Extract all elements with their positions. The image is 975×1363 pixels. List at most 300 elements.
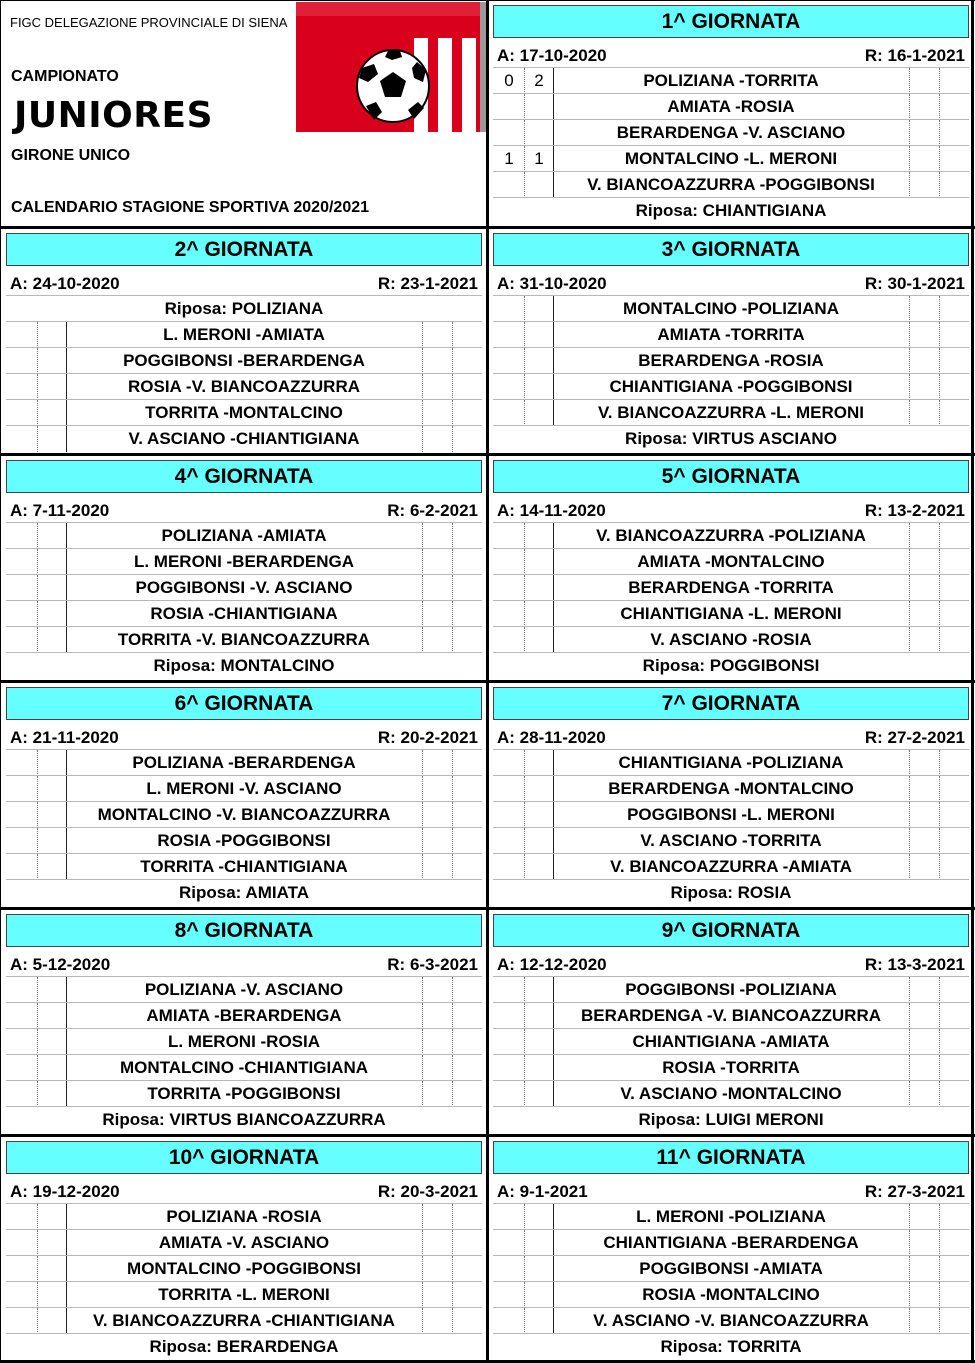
cell-divider (524, 1003, 525, 1029)
cell-divider (909, 348, 910, 374)
match-teams: POLIZIANA -TORRITA (643, 71, 819, 90)
cell-divider (939, 146, 940, 172)
match-row (493, 399, 969, 425)
match-row (493, 171, 969, 197)
cell-divider (524, 750, 525, 776)
giornata-title: 2^ GIORNATA (6, 233, 482, 266)
cell-divider (909, 1230, 910, 1256)
riposa-text: Riposa: MONTALCINO (153, 656, 335, 675)
match-row (493, 827, 969, 853)
match-teams: CHIANTIGIANA -AMIATA (632, 1032, 830, 1051)
cell-divider (553, 977, 554, 1003)
cell-divider (524, 400, 525, 426)
match-teams: BERARDENGA -TORRITA (628, 578, 834, 597)
andata-date: A: 7-11-2020 (10, 501, 110, 520)
riposa-text: Riposa: BERARDENGA (149, 1337, 339, 1356)
match-row (493, 574, 969, 600)
match-teams: CHIANTIGIANA -POGGIBONSI (609, 377, 853, 396)
match-teams: ROSIA -MONTALCINO (642, 1285, 820, 1304)
match-teams: V. BIANCOAZZURRA -POGGIBONSI (587, 175, 875, 194)
cell-divider (553, 1055, 554, 1081)
match-teams: AMIATA -BERARDENGA (146, 1006, 342, 1025)
cell-divider (452, 400, 453, 426)
cell-divider (524, 627, 525, 653)
andata-date: A: 17-10-2020 (497, 46, 607, 65)
cell-divider (939, 296, 940, 322)
giornata-dates (6, 271, 482, 295)
cell-divider (422, 374, 423, 400)
match-row (6, 853, 482, 879)
cell-divider (524, 1055, 525, 1081)
match-row (6, 1054, 482, 1080)
cell-divider (553, 802, 554, 828)
cell-divider (452, 1003, 453, 1029)
cell-divider (553, 1230, 554, 1256)
cell-divider (909, 1003, 910, 1029)
match-teams: TORRITA -CHIANTIGIANA (140, 857, 348, 876)
cell-divider (422, 1029, 423, 1055)
cell-divider (939, 1230, 940, 1256)
cell-divider (452, 348, 453, 374)
match-row (6, 574, 482, 600)
cell-divider (553, 172, 554, 198)
match-row (493, 321, 969, 347)
match-teams: TORRITA -L. MERONI (158, 1285, 330, 1304)
cell-divider (422, 1256, 423, 1282)
match-row (6, 976, 482, 1002)
cell-divider (37, 1282, 38, 1308)
giornata-block (6, 460, 482, 683)
cell-divider (524, 601, 525, 627)
match-row (493, 1281, 969, 1307)
cell-divider (66, 627, 67, 653)
cell-divider (452, 374, 453, 400)
match-teams: BERARDENGA -V. BIANCOAZZURRA (580, 1006, 882, 1025)
ritorno-date: R: 13-3-2021 (864, 955, 965, 974)
season-label: CALENDARIO STAGIONE SPORTIVA 2020/2021 (11, 199, 370, 216)
cell-divider (66, 523, 67, 549)
match-teams: POLIZIANA -AMIATA (161, 526, 327, 545)
riposa-text: Riposa: VIRTUS ASCIANO (625, 429, 837, 448)
giornata-block (493, 233, 969, 456)
match-row (6, 373, 482, 399)
riposa-text: Riposa: ROSIA (670, 883, 792, 902)
ritorno-date: R: 20-3-2021 (377, 1182, 478, 1201)
riposa-text: Riposa: LUIGI MERONI (638, 1110, 824, 1129)
cell-divider (553, 601, 554, 627)
giornata-block (493, 914, 969, 1137)
cell-divider (66, 1256, 67, 1282)
cell-divider (524, 1081, 525, 1107)
match-row (6, 522, 482, 548)
cell-divider (37, 1081, 38, 1107)
cell-divider (524, 172, 525, 198)
match-row (6, 321, 482, 347)
match-teams: BERARDENGA -MONTALCINO (608, 779, 854, 798)
cell-divider (553, 94, 554, 120)
riposa-row (493, 425, 969, 451)
riposa-text: Riposa: POGGIBONSI (642, 656, 820, 675)
cell-divider (939, 627, 940, 653)
match-row (493, 749, 969, 775)
riposa-text: Riposa: CHIANTIGIANA (635, 201, 827, 220)
cell-divider (452, 523, 453, 549)
giornata-block (6, 687, 482, 910)
cell-divider (553, 627, 554, 653)
cell-divider (66, 426, 67, 452)
cell-divider (452, 549, 453, 575)
match-teams: POGGIBONSI -V. ASCIANO (135, 578, 353, 597)
cell-divider (553, 400, 554, 426)
match-teams: MONTALCINO -L. MERONI (624, 149, 838, 168)
giornata-block (493, 687, 969, 910)
cell-divider (939, 776, 940, 802)
match-teams: MONTALCINO -V. BIANCOAZZURRA (97, 805, 391, 824)
match-row (6, 600, 482, 626)
campionato-label: CAMPIONATO (11, 68, 119, 85)
cell-divider (66, 776, 67, 802)
match-row (493, 775, 969, 801)
cell-divider (422, 977, 423, 1003)
cell-divider (909, 854, 910, 880)
match-teams: AMIATA -MONTALCINO (637, 552, 825, 571)
cell-divider (452, 854, 453, 880)
match-row (493, 119, 969, 145)
match-teams: V. BIANCOAZZURRA -AMIATA (610, 857, 852, 876)
match-teams: ROSIA -CHIANTIGIANA (150, 604, 338, 623)
giornata-title: 7^ GIORNATA (493, 687, 969, 720)
riposa-text: Riposa: VIRTUS BIANCOAZZURRA (102, 1110, 386, 1129)
cell-divider (553, 776, 554, 802)
cell-divider (939, 1003, 940, 1029)
cell-divider (524, 776, 525, 802)
home-score[interactable]: 1 (504, 149, 514, 168)
cell-divider (939, 1282, 940, 1308)
match-row (493, 801, 969, 827)
cell-divider (524, 549, 525, 575)
cell-divider (422, 1282, 423, 1308)
cell-divider (939, 750, 940, 776)
giornata-title: 11^ GIORNATA (493, 1141, 969, 1174)
cell-divider (37, 977, 38, 1003)
cell-divider (37, 802, 38, 828)
cell-divider (37, 776, 38, 802)
cell-divider (452, 1081, 453, 1107)
cell-divider (37, 1055, 38, 1081)
match-teams: TORRITA -MONTALCINO (145, 403, 343, 422)
cell-divider (66, 1230, 67, 1256)
cell-divider (66, 1308, 67, 1334)
giornata-title: 10^ GIORNATA (6, 1141, 482, 1174)
cell-divider (422, 575, 423, 601)
giornata-block (6, 1141, 482, 1363)
match-teams: V. BIANCOAZZURRA -CHIANTIGIANA (93, 1311, 395, 1330)
match-row (6, 1203, 482, 1229)
giornata-dates (6, 725, 482, 749)
cell-divider (66, 322, 67, 348)
match-row (6, 548, 482, 574)
match-row (493, 600, 969, 626)
cell-divider (553, 120, 554, 146)
ritorno-date: R: 20-2-2021 (377, 728, 478, 747)
match-teams: BERARDENGA -V. ASCIANO (616, 123, 846, 142)
away-score[interactable]: 2 (534, 71, 544, 90)
cell-divider (452, 1055, 453, 1081)
cell-divider (939, 575, 940, 601)
cell-divider (524, 1204, 525, 1230)
match-teams: CHIANTIGIANA -L. MERONI (620, 604, 842, 623)
cell-divider (37, 322, 38, 348)
riposa-row (493, 1106, 969, 1132)
cell-divider (553, 828, 554, 854)
giornata-block (6, 233, 482, 456)
cell-divider (66, 1204, 67, 1230)
match-row (6, 1255, 482, 1281)
match-row (6, 1281, 482, 1307)
cell-divider (553, 348, 554, 374)
cell-divider (66, 1029, 67, 1055)
giornata-dates (493, 1179, 969, 1203)
cell-divider (422, 322, 423, 348)
andata-date: A: 5-12-2020 (10, 955, 111, 974)
cell-divider (909, 776, 910, 802)
cell-divider (939, 322, 940, 348)
match-teams: POGGIBONSI -BERARDENGA (123, 351, 365, 370)
match-row (493, 1229, 969, 1255)
cell-divider (909, 374, 910, 400)
cell-divider (524, 828, 525, 854)
match-teams: ROSIA -POGGIBONSI (157, 831, 331, 850)
riposa-text: Riposa: TORRITA (660, 1337, 802, 1356)
andata-date: A: 12-12-2020 (497, 955, 607, 974)
match-teams: L. MERONI -BERARDENGA (133, 552, 355, 571)
andata-date: A: 24-10-2020 (10, 274, 120, 293)
riposa-row (493, 652, 969, 678)
giornata-dates (493, 271, 969, 295)
match-teams: POGGIBONSI -POLIZIANA (625, 980, 837, 999)
andata-date: A: 28-11-2020 (497, 728, 606, 747)
cell-divider (37, 523, 38, 549)
giornata-dates (493, 725, 969, 749)
match-row (493, 1255, 969, 1281)
cell-divider (37, 1256, 38, 1282)
cell-divider (524, 120, 525, 146)
cell-divider (66, 575, 67, 601)
match-row (493, 1028, 969, 1054)
giornata-dates (6, 498, 482, 522)
riposa-row (6, 1106, 482, 1132)
cell-divider (524, 977, 525, 1003)
cell-divider (553, 1029, 554, 1055)
cell-divider (422, 1055, 423, 1081)
match-row (6, 626, 482, 652)
cell-divider (939, 1256, 940, 1282)
cell-divider (553, 1081, 554, 1107)
cell-divider (553, 1308, 554, 1334)
cell-divider (452, 601, 453, 627)
cell-divider (452, 426, 453, 452)
match-teams: POGGIBONSI -AMIATA (639, 1259, 823, 1278)
cell-divider (939, 854, 940, 880)
cell-divider (909, 1055, 910, 1081)
match-row (493, 1002, 969, 1028)
cell-divider (939, 172, 940, 198)
giornata-block (493, 460, 969, 683)
cell-divider (66, 1055, 67, 1081)
cell-divider (909, 750, 910, 776)
match-row (6, 775, 482, 801)
cell-divider (37, 426, 38, 452)
match-teams: MONTALCINO -CHIANTIGIANA (119, 1058, 369, 1077)
match-row (493, 93, 969, 119)
match-row (493, 347, 969, 373)
andata-date: A: 19-12-2020 (10, 1182, 120, 1201)
cell-divider (553, 1204, 554, 1230)
riposa-row (6, 652, 482, 678)
cell-divider (422, 601, 423, 627)
category-title: JUNIORES (14, 95, 213, 136)
ritorno-date: R: 6-3-2021 (387, 955, 478, 974)
cell-divider (37, 374, 38, 400)
cell-divider (66, 802, 67, 828)
cell-divider (37, 828, 38, 854)
match-teams: ROSIA -V. BIANCOAZZURRA (127, 377, 361, 396)
cell-divider (422, 1081, 423, 1107)
cell-divider (66, 854, 67, 880)
match-row (6, 399, 482, 425)
ritorno-date: R: 30-1-2021 (864, 274, 965, 293)
cell-divider (939, 120, 940, 146)
cell-divider (909, 400, 910, 426)
ritorno-date: R: 13-2-2021 (864, 501, 965, 520)
cell-divider (553, 296, 554, 322)
cell-divider (37, 1029, 38, 1055)
match-teams: L. MERONI -V. ASCIANO (146, 779, 342, 798)
match-teams: MONTALCINO -POGGIBONSI (127, 1259, 361, 1278)
cell-divider (939, 68, 940, 94)
cell-divider (66, 549, 67, 575)
cell-divider (422, 1204, 423, 1230)
cell-divider (553, 854, 554, 880)
cell-divider (553, 1282, 554, 1308)
cell-divider (66, 750, 67, 776)
cell-divider (524, 523, 525, 549)
giornata-dates (493, 43, 969, 67)
cell-divider (524, 348, 525, 374)
riposa-row (6, 295, 482, 321)
cell-divider (909, 575, 910, 601)
cell-divider (553, 575, 554, 601)
cell-divider (524, 1282, 525, 1308)
cell-divider (909, 68, 910, 94)
match-teams: L. MERONI -ROSIA (167, 1032, 321, 1051)
cell-divider (422, 348, 423, 374)
match-teams: POGGIBONSI -L. MERONI (627, 805, 835, 824)
cell-divider (909, 1029, 910, 1055)
giornata-block (493, 1141, 969, 1363)
cell-divider (452, 575, 453, 601)
cell-divider (422, 750, 423, 776)
cell-divider (422, 828, 423, 854)
match-teams: V. ASCIANO -TORRITA (640, 831, 822, 850)
riposa-row (6, 1333, 482, 1359)
girone-label: GIRONE UNICO (11, 147, 131, 164)
cell-divider (939, 348, 940, 374)
cell-divider (553, 1003, 554, 1029)
riposa-row (493, 1333, 969, 1359)
home-score[interactable]: 0 (504, 71, 514, 90)
cell-divider (909, 627, 910, 653)
cell-divider (422, 549, 423, 575)
match-teams: CHIANTIGIANA -BERARDENGA (603, 1233, 859, 1252)
match-teams: POLIZIANA -V. ASCIANO (144, 980, 344, 999)
cell-divider (939, 1308, 940, 1334)
cell-divider (909, 172, 910, 198)
cell-divider (422, 523, 423, 549)
cell-divider (524, 854, 525, 880)
cell-divider (909, 1204, 910, 1230)
cell-divider (553, 146, 554, 172)
match-teams: L. MERONI -POLIZIANA (636, 1207, 826, 1226)
cell-divider (939, 601, 940, 627)
ritorno-date: R: 16-1-2021 (864, 46, 965, 65)
giornata-title: 3^ GIORNATA (493, 233, 969, 266)
cell-divider (524, 575, 525, 601)
match-row (6, 1229, 482, 1255)
cell-divider (66, 348, 67, 374)
cell-divider (422, 400, 423, 426)
match-teams: POLIZIANA -ROSIA (166, 1207, 322, 1226)
cell-divider (66, 977, 67, 1003)
giornata-dates (6, 1179, 482, 1203)
cell-divider (37, 549, 38, 575)
away-score[interactable]: 1 (534, 149, 544, 168)
cell-divider (909, 802, 910, 828)
cell-divider (66, 601, 67, 627)
cell-divider (66, 1003, 67, 1029)
match-row (493, 295, 969, 321)
cell-divider (909, 94, 910, 120)
giornata-title: 1^ GIORNATA (493, 5, 969, 38)
cell-divider (524, 1029, 525, 1055)
match-row (6, 1028, 482, 1054)
cell-divider (66, 1282, 67, 1308)
giornata-block (6, 914, 482, 1137)
match-row (6, 1307, 482, 1333)
ritorno-date: R: 27-3-2021 (864, 1182, 965, 1201)
match-row (6, 425, 482, 451)
cell-divider (422, 1308, 423, 1334)
riposa-row (493, 879, 969, 905)
match-row (493, 548, 969, 574)
cell-divider (939, 374, 940, 400)
cell-divider (422, 1003, 423, 1029)
match-teams: ROSIA -TORRITA (662, 1058, 800, 1077)
cell-divider (422, 1230, 423, 1256)
cell-divider (452, 322, 453, 348)
match-teams: MONTALCINO -POLIZIANA (623, 299, 839, 318)
cell-divider (553, 322, 554, 348)
match-teams: V. BIANCOAZZURRA -POLIZIANA (596, 526, 866, 545)
ritorno-date: R: 27-2-2021 (864, 728, 965, 747)
cell-divider (909, 296, 910, 322)
cell-divider (553, 750, 554, 776)
giornata-title: 8^ GIORNATA (6, 914, 482, 947)
cell-divider (524, 1308, 525, 1334)
match-row (493, 67, 969, 93)
cell-divider (452, 828, 453, 854)
cell-divider (66, 828, 67, 854)
